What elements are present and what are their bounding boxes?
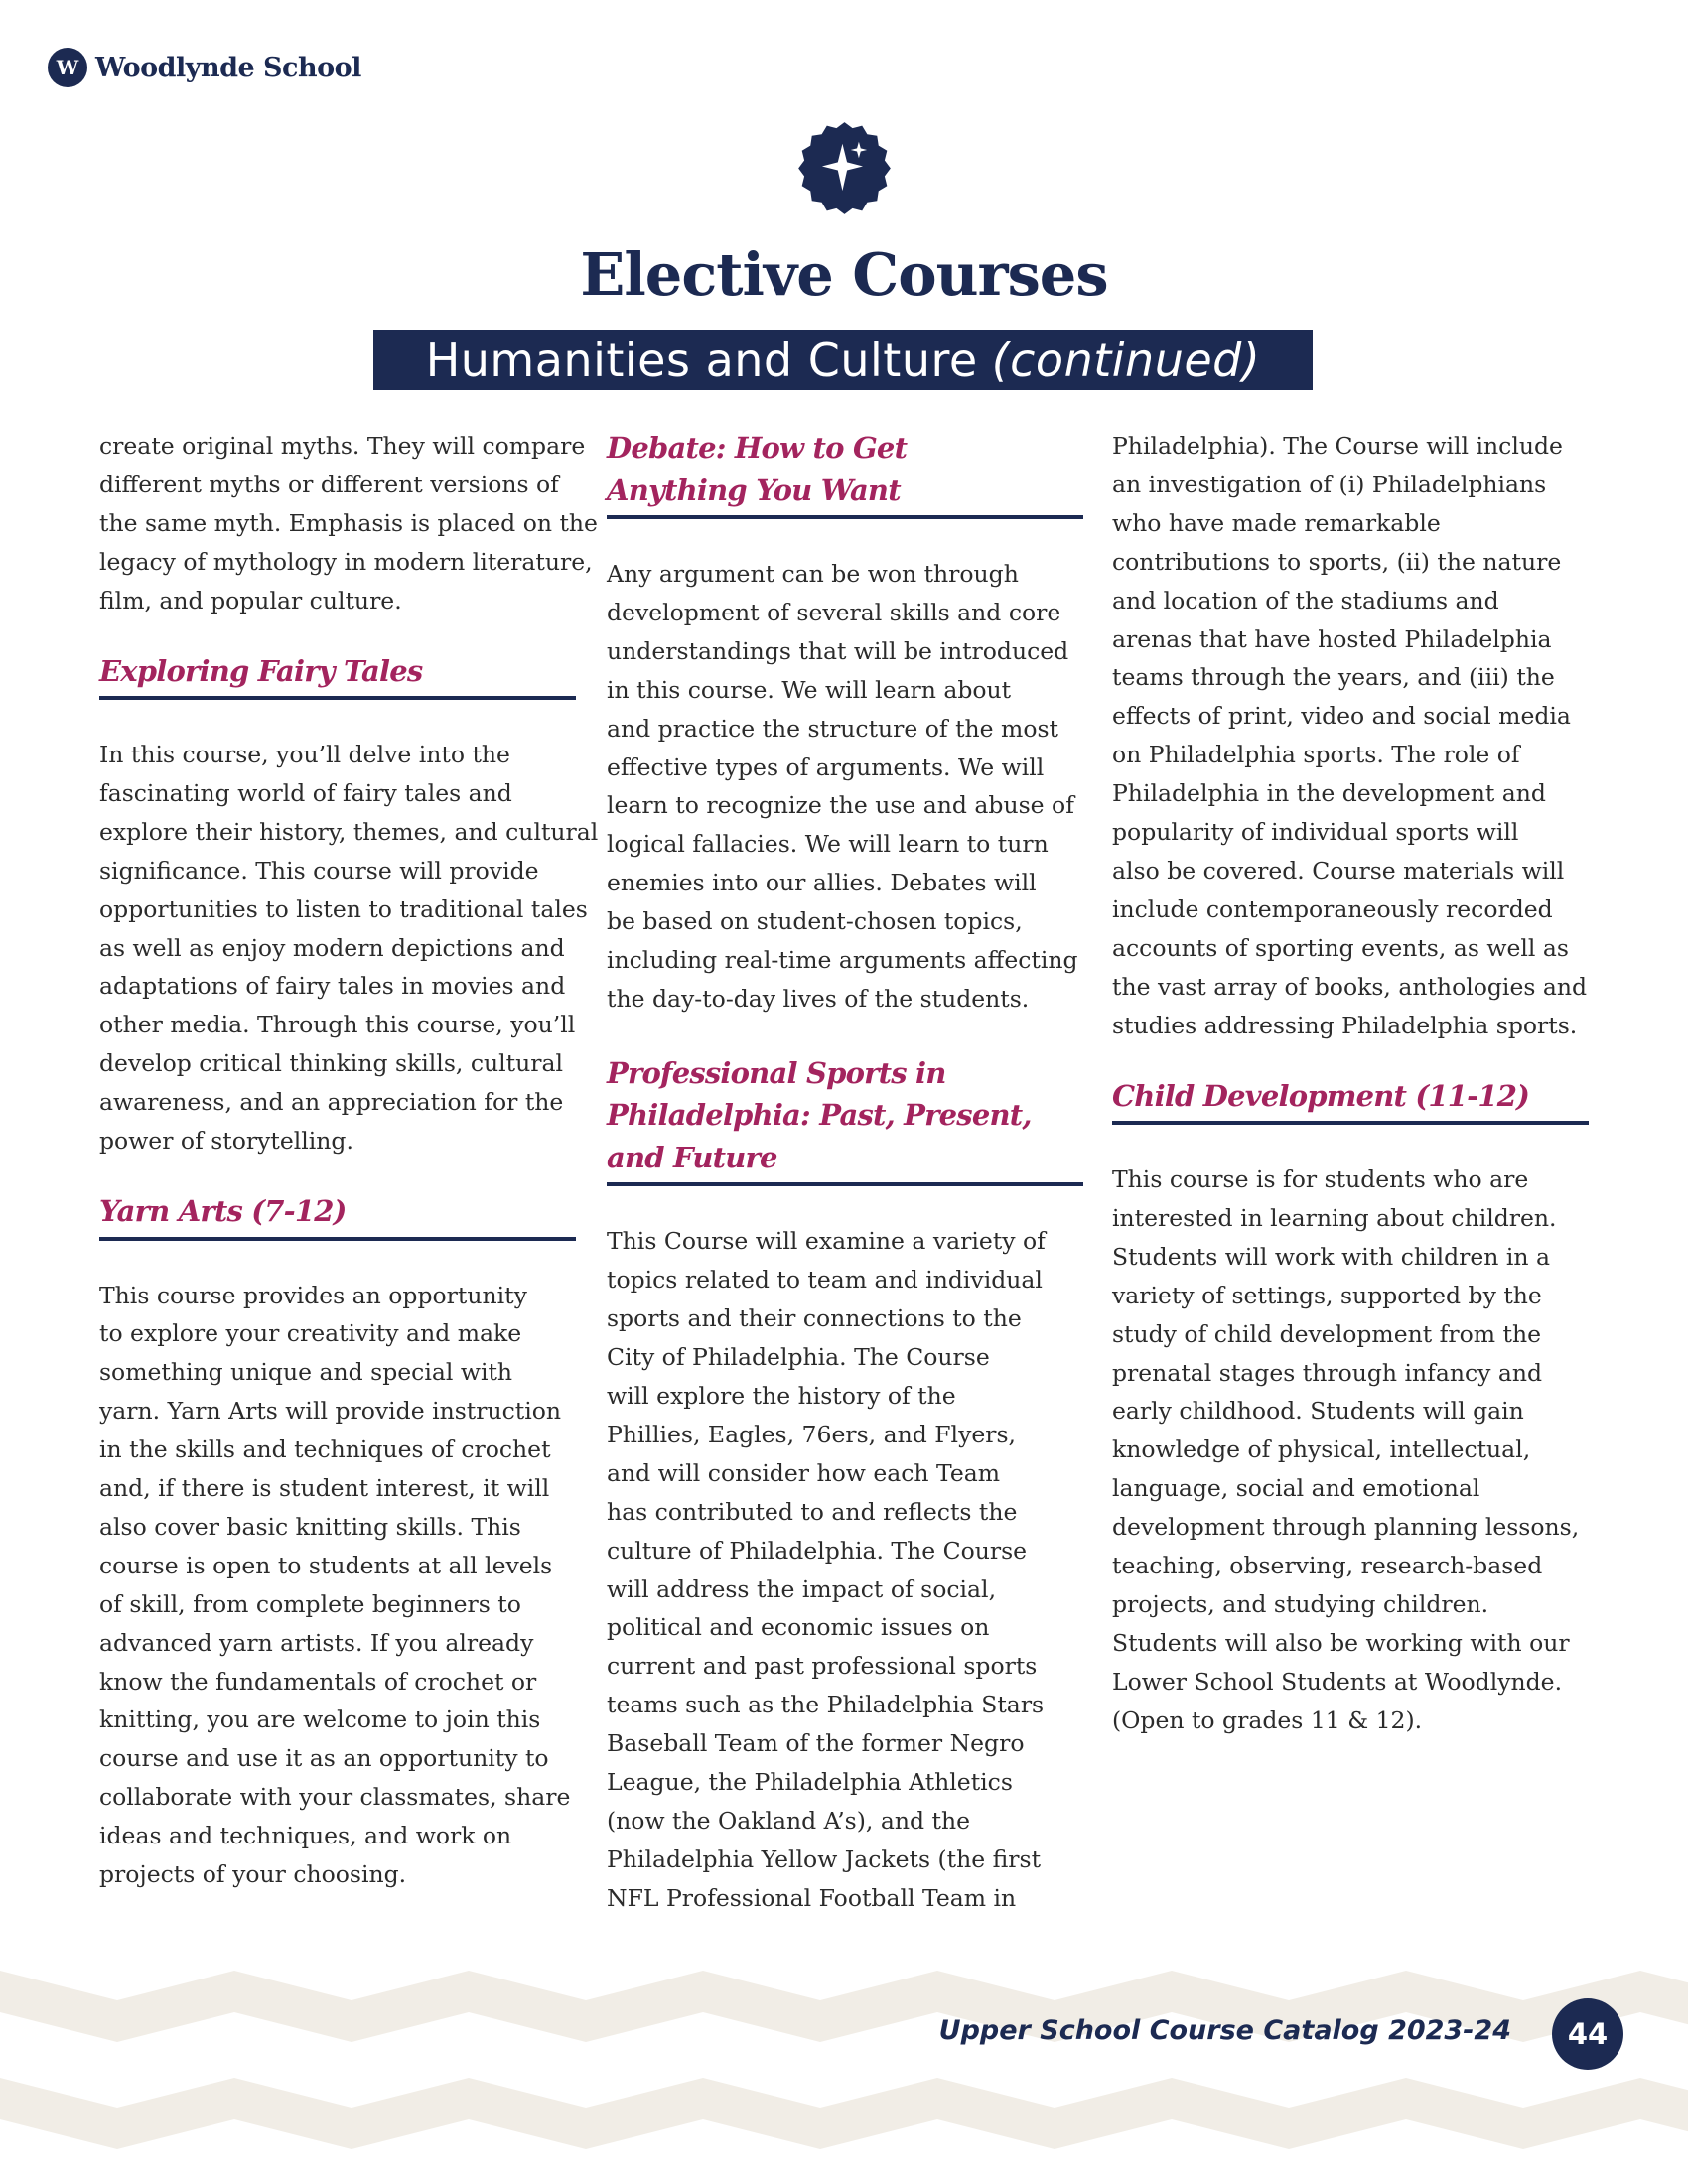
brand-logo bbox=[48, 48, 361, 87]
column-left bbox=[99, 427, 599, 1894]
fairy-tales-description: In this course, you’ll delve into the fascinating world of fairy tales and explore their history, themes, and cultural significance. This course will provide opportunities to listen to traditional tales as well as enjoy modern depictions and adaptations of fairy tales in movies and other media. Through this course, you’ll develop critical thinking skills, cultural awareness, and an appreciation for the power of storytelling. bbox=[99, 741, 599, 1156]
column-right bbox=[1112, 427, 1589, 1740]
woodlynde-shield-icon: W bbox=[48, 48, 87, 87]
chevron-pattern bbox=[0, 1971, 1688, 2184]
professional-sports-continued: Philadelphia). The Course will include an investigation of (i) Philadelphians who have made remarkable contributions to sports, (ii) the nature and location of the stadiums and arenas that have hosted Philadelphia teams through the years, and (iii) the effects of print, video and social media on Philadelphia sports. The role of Philadelphia in the development and popularity of individual sports will also be covered. Course materials will include contemporaneously recorded accounts of sporting events, as well as the vast array of books, anthologies and studies addressing Philadelphia sports. bbox=[1112, 432, 1588, 1039]
heading-exploring-fairy-tales: Exploring Fairy Tales bbox=[99, 650, 576, 701]
sparkle-badge-icon bbox=[793, 117, 896, 219]
subtitle-text: Humanities and Culture bbox=[425, 333, 978, 387]
catalog-title: Upper School Course Catalog 2023-24 bbox=[938, 2015, 1511, 2046]
heading-child-development: Child Development (11-12) bbox=[1112, 1075, 1589, 1126]
column-middle bbox=[607, 427, 1083, 1918]
page-number: 44 bbox=[1552, 1998, 1623, 2070]
section-subtitle bbox=[373, 330, 1313, 390]
heading-debate: Debate: How to Get Anything You Want bbox=[607, 427, 1083, 519]
yarn-arts-description: This course provides an opportunity to explore your creativity and make something unique and special with yarn. Yarn Arts will provide instruction in the skills and techniques of crochet and, if there is student interest, it will also cover basic knitting skills. This course is open to students at all levels of skill, from complete beginners to advanced yarn artists. If you already know the fundamentals of crochet or knitting, you are welcome to join this course and use it as an opportunity to collaborate with your classmates, share ideas and techniques, and work on projects of your choosing. bbox=[99, 1281, 571, 1889]
heading-professional-sports: Professional Sports in Philadelphia: Past, Present, and Future bbox=[607, 1052, 1083, 1187]
mythology-continued-text: create original myths. They will compare different myths or different versions of the same myth. Emphasis is placed on the legacy of mythology in modern literature, film, and popular culture. bbox=[99, 432, 598, 614]
brand-name: Woodlynde School bbox=[95, 52, 361, 83]
page-title: Elective Courses bbox=[580, 240, 1108, 309]
professional-sports-description: This Course will examine a variety of topics related to team and individual sports and their connections to the City of Philadelphia. The Course will explore the history of the Phillies, Eagles, 76ers, and Flyers, and will consider how each Team has contributed to and reflects the culture of Philadelphia. The Course will address the impact of social, political and economic issues on current and past professional sports teams such as the Philadelphia Stars Baseball Team of the former Negro League, the Philadelphia Athletics (now the Oakland A’s), and the Philadelphia Yellow Jackets (the first NFL Professional Football Team in bbox=[607, 1227, 1046, 1912]
subtitle-continued: (continued) bbox=[991, 333, 1261, 387]
heading-yarn-arts: Yarn Arts (7-12) bbox=[99, 1190, 576, 1241]
debate-description: Any argument can be won through development of several skills and core understandings that will be introduced in this course. We will learn about and practice the structure of the most effective types of arguments. We will learn to recognize the use and abuse of logical fallacies. We will learn to turn enemies into our allies. Debates will be based on student-chosen topics, including real-time arguments affecting the day-to-day lives of the students. bbox=[607, 560, 1078, 1013]
child-development-description: This course is for students who are interested in learning about children. Students will work with children in a variety of settings, supported by the study of child development from the prenatal stages through infancy and early childhood. Students will gain knowledge of physical, intellectual, language, social and emotional development through planning lessons, teaching, observing, research-based projects, and studying children. Students will also be working with our Lower School Students at Woodlynde. (Open to grades 11 & 12). bbox=[1112, 1165, 1580, 1734]
